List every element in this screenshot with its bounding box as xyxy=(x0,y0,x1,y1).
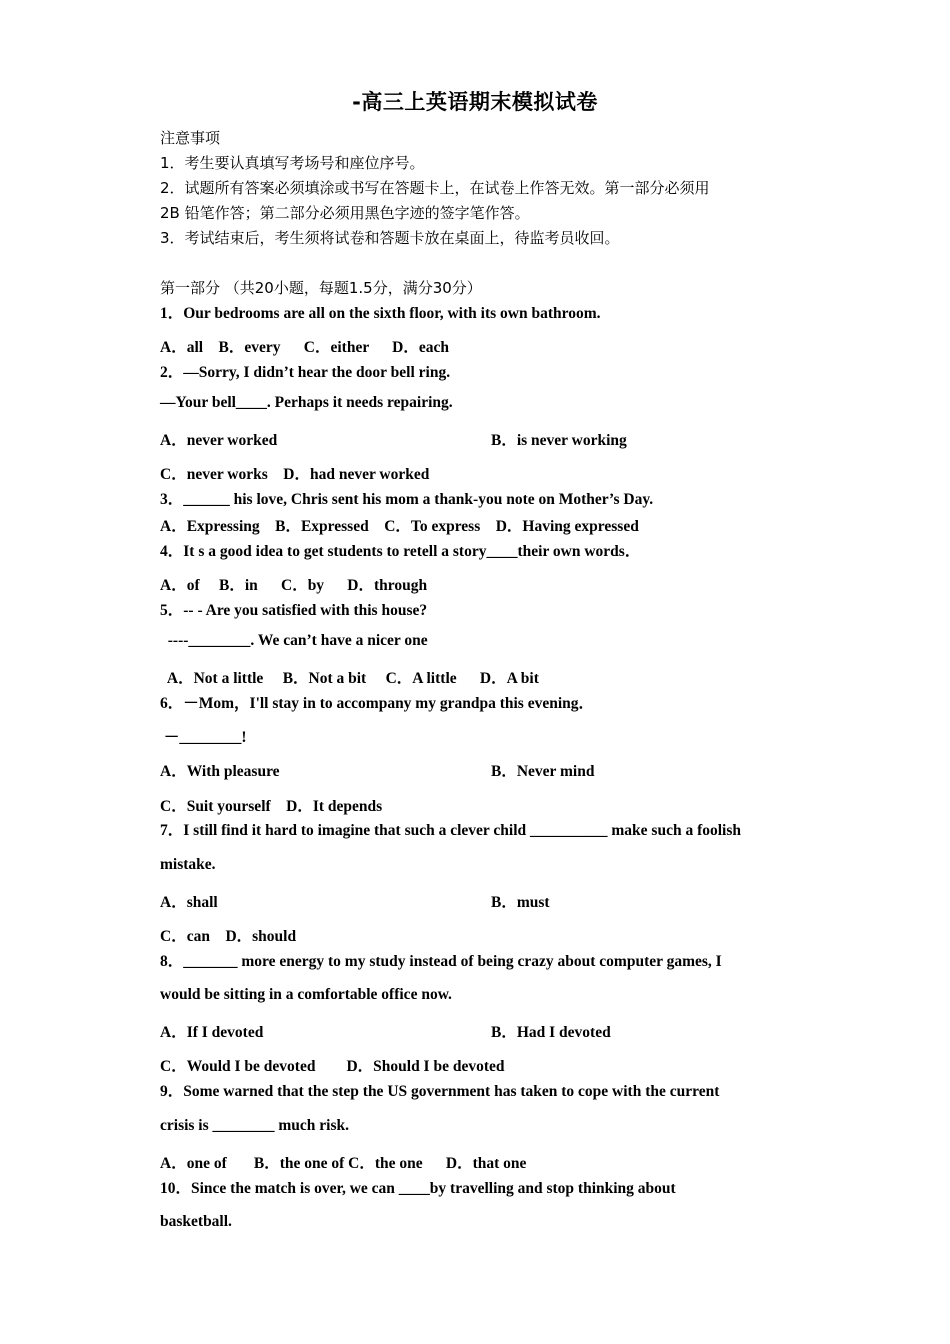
question-5-stem: 5．-- - Are you satisfied with this house? xyxy=(160,602,428,619)
question-3-options: A．Expressing B．Expressed C．To express D．Having expressed xyxy=(160,518,639,535)
question-7-option-a: A．shall xyxy=(160,894,218,911)
question-2-stem: 2．—Sorry, I didn’t hear the door bell ring. xyxy=(160,364,451,381)
notice-item: 2．试题所有答案必须填涂或书写在答题卡上，在试卷上作答无效。第一部分必须用 xyxy=(160,179,710,197)
section-heading: 第一部分 （共20小题，每题1.5分，满分30分） xyxy=(160,279,482,297)
question-2-option-b: B．is never working xyxy=(491,432,627,449)
notice-item: 2B 铅笔作答；第二部分必须用黑色字迹的签字笔作答。 xyxy=(160,204,530,222)
question-2-options-cd: C．never works D．had never worked xyxy=(160,466,430,483)
question-2-stem-2: —Your bell____. Perhaps it needs repairing. xyxy=(160,394,453,411)
question-5-stem-2: ----________. We can’t have a nicer one xyxy=(160,632,428,649)
question-2-option-a: A．never worked xyxy=(160,432,278,449)
question-6-option-b: B．Never mind xyxy=(491,763,595,780)
question-8-option-b: B．Had I devoted xyxy=(491,1024,611,1041)
question-8-stem: 8．_______ more energy to my study instead of being crazy about computer games, I xyxy=(160,953,722,970)
question-7-option-b: B．must xyxy=(491,894,550,911)
question-7-stem: 7．I still find it hard to imagine that such a clever child __________ make such a foolish xyxy=(160,822,741,839)
question-6-stem-2: －________! xyxy=(160,729,247,746)
question-4-options: A．of B．in C．by D．through xyxy=(160,577,428,594)
question-10-stem: 10．Since the match is over, we can ____by travelling and stop thinking about xyxy=(160,1180,676,1197)
question-7-stem-2: mistake. xyxy=(160,856,216,873)
page-title: -高三上英语期末模拟试卷 xyxy=(352,90,598,114)
question-6-stem: 6．－Mom，I'll stay in to accompany my grandpa this evening． xyxy=(160,695,595,712)
notice-heading: 注意事项 xyxy=(160,129,221,147)
question-8-option-a: A．If I devoted xyxy=(160,1024,264,1041)
question-6-options-cd: C．Suit yourself D．It depends xyxy=(160,798,383,815)
notice-item: 3．考试结束后，考生须将试卷和答题卡放在桌面上，待监考员收回。 xyxy=(160,229,620,247)
question-9-stem: 9．Some warned that the step the US government has taken to cope with the current xyxy=(160,1083,720,1100)
question-8-options-cd: C．Would I be devoted D．Should I be devoted xyxy=(160,1058,505,1075)
question-8-stem-2: would be sitting in a comfortable office now. xyxy=(160,986,452,1003)
question-9-options: A．one of B．the one of C．the one D．that one xyxy=(160,1155,527,1172)
question-3-stem: 3．______ his love, Chris sent his mom a thank-you note on Mother’s Day. xyxy=(160,491,654,508)
notice-item: 1．考生要认真填写考场号和座位序号。 xyxy=(160,154,425,172)
question-1-options: A．all B．every C．either D．each xyxy=(160,339,449,356)
question-9-stem-2: crisis is ________ much risk. xyxy=(160,1117,350,1134)
question-5-options: A．Not a little B．Not a bit C．A little D．A bit xyxy=(160,670,539,687)
question-4-stem: 4．It s a good idea to get students to retell a story____their own words． xyxy=(160,543,641,560)
question-7-options-cd: C．can D．should xyxy=(160,928,297,945)
question-1-stem: 1．Our bedrooms are all on the sixth floor, with its own bathroom. xyxy=(160,305,601,322)
question-10-stem-2: basketball. xyxy=(160,1213,232,1230)
question-6-option-a: A．With pleasure xyxy=(160,763,280,780)
